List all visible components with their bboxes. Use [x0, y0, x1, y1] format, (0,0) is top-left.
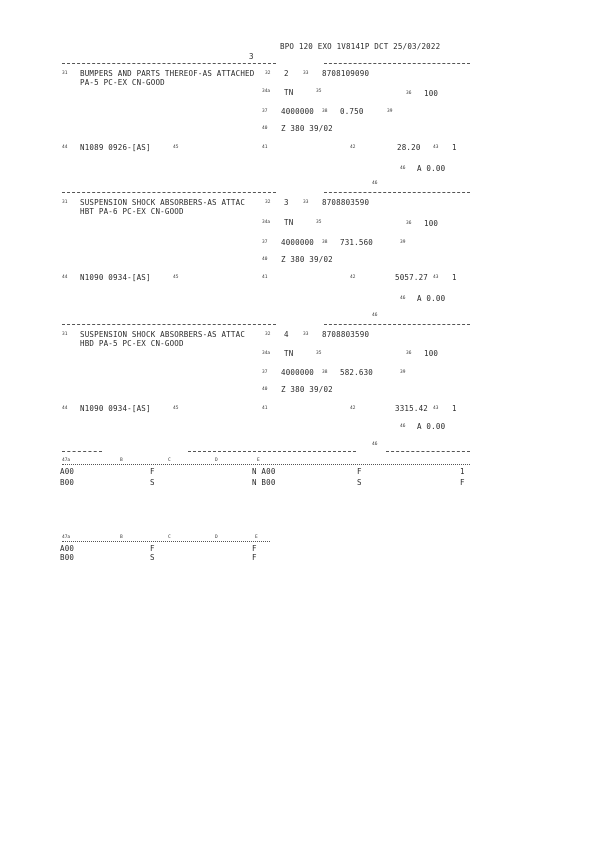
box-label: 44: [62, 145, 68, 150]
box-label: 46: [400, 166, 406, 171]
box-label: 43: [433, 145, 439, 150]
box-label: 41: [262, 145, 268, 150]
column-header: 47a: [62, 458, 71, 463]
goods-description-line2: HBD PA-5 PC-EX CN-GOOD: [80, 339, 184, 348]
statistical-value: A 0.00: [417, 294, 446, 303]
box-label: 41: [262, 275, 268, 280]
column-header: 47a: [62, 535, 71, 540]
box-label: 44: [62, 406, 68, 411]
box-label: 39: [400, 240, 406, 245]
header-rule: [62, 464, 470, 465]
item-price: 3315.42: [395, 404, 429, 413]
box-label: 32: [265, 71, 271, 76]
box-label: 33: [303, 332, 309, 337]
additional-info: N1090 0934-[AS]: [80, 404, 151, 413]
table-rule-mid: [188, 451, 356, 452]
box-label: 46: [400, 296, 406, 301]
table-cell: F: [460, 478, 465, 487]
box-label: 35: [316, 89, 322, 94]
top-rule-left: [62, 192, 276, 193]
box-label: 41: [262, 406, 268, 411]
goods-description-line2: PA-5 PC-EX CN-GOOD: [80, 78, 165, 87]
table-cell: F: [150, 467, 155, 476]
box-label: 35: [316, 220, 322, 225]
table-rule-right: [386, 451, 470, 452]
statistical-value: A 0.00: [417, 164, 446, 173]
table-cell: F: [252, 544, 257, 553]
commodity-code: 8708109090: [322, 69, 370, 78]
valuation-method: 1: [452, 273, 457, 282]
box-label: 37: [262, 370, 268, 375]
column-header: B: [120, 458, 123, 463]
column-header: C: [168, 458, 171, 463]
box-label: 36: [406, 351, 412, 356]
top-rule-right: [324, 324, 470, 325]
top-rule-left: [62, 63, 276, 64]
box-label: 46: [400, 424, 406, 429]
table-cell: B00: [60, 478, 75, 487]
box-label: 38: [322, 109, 328, 114]
valuation-method: 1: [452, 404, 457, 413]
page-number: 3: [249, 52, 254, 61]
item-price: 5057.27: [395, 273, 429, 282]
origin-code: TN: [284, 218, 294, 227]
table-cell: 1: [460, 467, 465, 476]
table-cell: S: [150, 553, 155, 562]
box-label: 31: [62, 71, 68, 76]
net-mass: 0.750: [340, 107, 364, 116]
box-label: 46: [372, 313, 378, 318]
additional-info: N1089 0926-[AS]: [80, 143, 151, 152]
column-header: D: [215, 458, 218, 463]
box-label: 36: [406, 221, 412, 226]
net-mass: 731.560: [340, 238, 374, 247]
commodity-code: 8708803590: [322, 330, 370, 339]
previous-document: Z 380 39/02: [281, 124, 333, 133]
goods-description: SUSPENSION SHOCK ABSORBERS-AS ATTAC: [80, 330, 246, 339]
box-label: 40: [262, 257, 268, 262]
box-label: 42: [350, 145, 356, 150]
box-label: 45: [173, 406, 179, 411]
column-header: E: [255, 535, 258, 540]
preference-code: 100: [424, 89, 439, 98]
table-cell: F: [150, 544, 155, 553]
column-header: D: [215, 535, 218, 540]
top-rule-left: [62, 324, 276, 325]
box-label: 39: [400, 370, 406, 375]
table-cell: S: [357, 478, 362, 487]
preference-code: 100: [424, 219, 439, 228]
box-label: 34a: [262, 220, 271, 225]
box-label: 35: [316, 351, 322, 356]
box-label: 34a: [262, 351, 271, 356]
table-cell: F: [357, 467, 362, 476]
box-label: 31: [62, 200, 68, 205]
box-label: 42: [350, 275, 356, 280]
box-label: 43: [433, 275, 439, 280]
box-label: 31: [62, 332, 68, 337]
previous-document: Z 380 39/02: [281, 255, 333, 264]
box-label: 44: [62, 275, 68, 280]
table-cell: A00: [60, 467, 75, 476]
table-cell: N B00: [252, 478, 276, 487]
box-label: 34a: [262, 89, 271, 94]
box-label: 32: [265, 200, 271, 205]
top-rule-right: [324, 192, 470, 193]
item-number: 2: [284, 69, 289, 78]
box-label: 38: [322, 370, 328, 375]
item-price: 28.20: [397, 143, 421, 152]
goods-description-line2: HBT PA-6 PC-EX CN-GOOD: [80, 207, 184, 216]
table-cell: N A00: [252, 467, 276, 476]
additional-info: N1090 0934-[AS]: [80, 273, 151, 282]
table-cell: A00: [60, 544, 75, 553]
box-label: 46: [372, 181, 378, 186]
procedure-code: 4000000: [281, 238, 315, 247]
box-label: 33: [303, 200, 309, 205]
goods-description: SUSPENSION SHOCK ABSORBERS-AS ATTAC: [80, 198, 246, 207]
box-label: 42: [350, 406, 356, 411]
box-label: 38: [322, 240, 328, 245]
box-label: 45: [173, 145, 179, 150]
goods-description: BUMPERS AND PARTS THEREOF-AS ATTACHED: [80, 69, 255, 78]
box-label: 45: [173, 275, 179, 280]
column-header: E: [257, 458, 260, 463]
procedure-code: 4000000: [281, 368, 315, 377]
table-cell: B00: [60, 553, 75, 562]
item-number: 3: [284, 198, 289, 207]
previous-document: Z 380 39/02: [281, 385, 333, 394]
column-header: C: [168, 535, 171, 540]
box-label: 46: [372, 442, 378, 447]
box-label: 36: [406, 91, 412, 96]
origin-code: TN: [284, 349, 294, 358]
box-label: 32: [265, 332, 271, 337]
box-label: 39: [387, 109, 393, 114]
box-label: 43: [433, 406, 439, 411]
procedure-code: 4000000: [281, 107, 315, 116]
box-label: 37: [262, 240, 268, 245]
box-label: 37: [262, 109, 268, 114]
box-label: 33: [303, 71, 309, 76]
top-rule-right: [324, 63, 470, 64]
table-rule-left: [62, 451, 102, 452]
header-rule: [62, 541, 270, 542]
document-reference: BPO 120 EXO 1V8141P DCT 25/03/2022: [280, 42, 441, 51]
box-label: 40: [262, 387, 268, 392]
item-number: 4: [284, 330, 289, 339]
net-mass: 582.630: [340, 368, 374, 377]
statistical-value: A 0.00: [417, 422, 446, 431]
preference-code: 100: [424, 349, 439, 358]
origin-code: TN: [284, 88, 294, 97]
box-label: 40: [262, 126, 268, 131]
table-cell: F: [252, 553, 257, 562]
commodity-code: 8708803590: [322, 198, 370, 207]
column-header: B: [120, 535, 123, 540]
table-cell: S: [150, 478, 155, 487]
valuation-method: 1: [452, 143, 457, 152]
